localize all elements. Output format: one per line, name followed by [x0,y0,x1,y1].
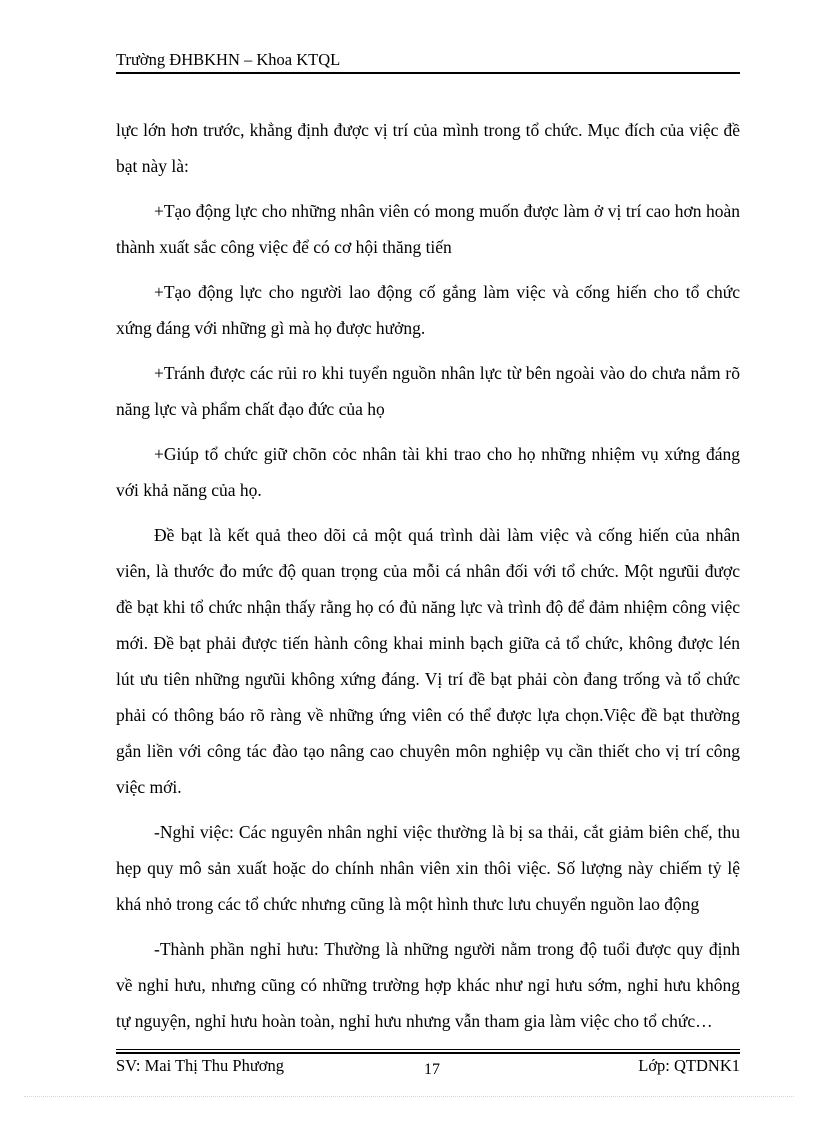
footer-student-name: SV: Mai Thị Thu Phương [116,1056,285,1075]
paragraph: Đề bạt là kết quả theo dõi cả một quá trình dài làm việc và cống hiến của nhân viên, là thước đo mức độ quan trọng của mỗi cá nhân đối với tổ chức. Một ngưũi được đề bạt khi tổ chức nhận thấy rằng họ có đủ năng lực và trình độ để đảm nhiệm công việc mới. Đề bạt phải được tiến hành công khai minh bạch giữa cả tổ chức, không được lén lút ưu tiên những ngưũi không xứng đáng. Vị trí đề bạt phải còn đang trống và tổ chức phải có thông báo rõ ràng về những ứng viên có thể được lựa chọn.Việc đề bạt thường gắn liền với công tác đào tạo nâng cao chuyên môn nghiệp vụ cần thiết cho vị trí công việc mới. [116,525,740,797]
header-title: Trường ĐHBKHN – Khoa KTQL [116,50,341,69]
paragraph: +Giúp tổ chức giữ chõn cỏc nhân tài khi trao cho họ những nhiệm vụ xứng đáng với khả năng của họ. [116,444,740,500]
paragraph: +Tránh được các rủi ro khi tuyển nguồn nhân lực từ bên ngoài vào do chưa nắm rõ năng lực và phẩm chất đạo đức của họ [116,363,740,419]
paragraph: -Nghỉ việc: Các nguyên nhân nghỉ việc thường là bị sa thải, cắt giảm biên chế, thu hẹp quy mô sản xuất hoặc do chính nhân viên xin thôi việc. Số lượng này chiếm tỷ lệ khá nhỏ trong các tổ chức nhưng cũng là một hình thưc lưu chuyển nguồn lao động [116,822,740,914]
page-number: 17 [424,1061,440,1078]
paragraph: +Tạo động lực cho người lao động cố gắng làm việc và cống hiến cho tổ chức xứng đáng với những gì mà họ được hưởng. [116,282,740,338]
document-body [116,112,740,1048]
page-footer [116,1055,740,1077]
footer-divider [116,1052,740,1054]
footer-class: Lớp: QTDNK1 [638,1056,740,1075]
paragraph: lực lớn hơn trước, khẳng định được vị trí của mình trong tổ chức. Mục đích của việc đề bạt này là: [116,120,740,176]
paragraph: -Thành phần nghỉ hưu: Thường là những người nằm trong độ tuổi được quy định về nghỉ hưu, nhưng cũng có những trường hợp khác như ngỉ hưu sớm, nghỉ hưu không tự nguyện, nghỉ hưu hoàn toàn, nghỉ hưu nhưng vẫn tham gia làm việc cho tổ chức… [116,939,740,1031]
page-header [116,50,740,74]
footer-divider [116,1049,740,1050]
page-bottom-border [24,1096,794,1097]
paragraph: +Tạo động lực cho những nhân viên có mong muốn được làm ở vị trí cao hơn hoàn thành xuất sắc công việc để có cơ hội thăng tiến [116,201,740,257]
